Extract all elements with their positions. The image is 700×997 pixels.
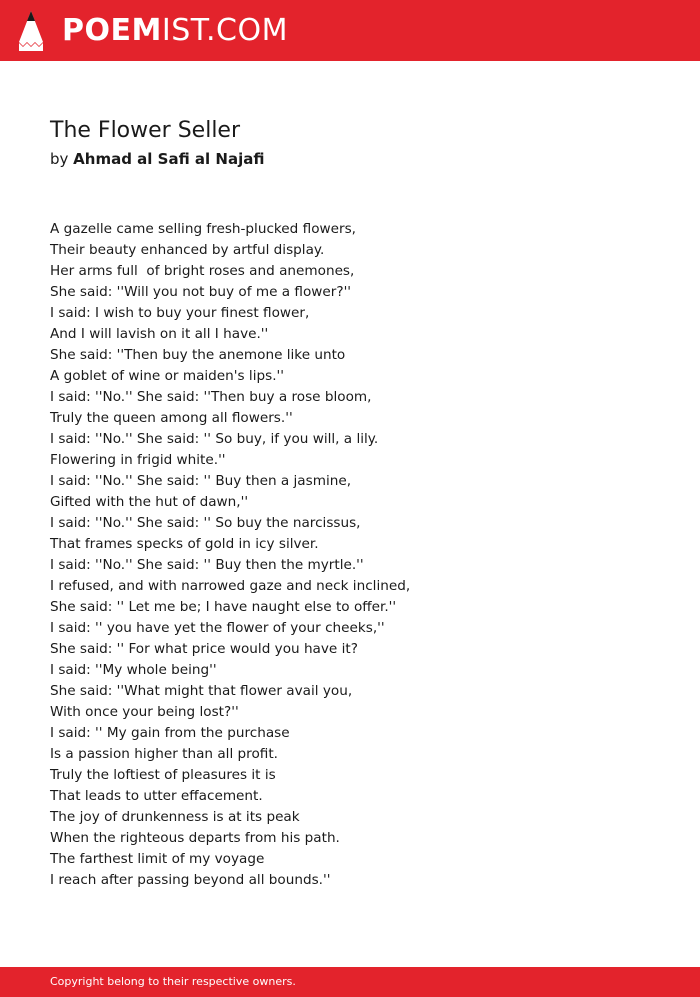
- poem-line: When the righteous departs from his path.: [50, 830, 340, 846]
- poem-byline: [50, 148, 264, 170]
- site-header: [0, 0, 700, 61]
- site-logo[interactable]: [62, 12, 288, 50]
- poem-line: Her arms full of bright roses and anemones,: [50, 263, 355, 279]
- poem-line: She said: ''Then buy the anemone like unto: [50, 347, 346, 363]
- logo-light-text: IST.COM: [161, 13, 288, 48]
- poem-line: Flowering in frigid white.'': [50, 452, 226, 468]
- poem-line: A gazelle came selling fresh-plucked flowers,: [50, 221, 356, 237]
- copyright-notice: Copyright belong to their respective owners.: [50, 975, 296, 988]
- poem-line: I said: ''No.'' She said: ''Then buy a rose bloom,: [50, 389, 372, 405]
- poem-line: That leads to utter effacement.: [50, 788, 263, 804]
- poem-line: A goblet of wine or maiden's lips.'': [50, 368, 284, 384]
- site-footer: [0, 967, 700, 997]
- poem-line: That frames specks of gold in icy silver.: [50, 536, 319, 552]
- poem-line: She said: '' Let me be; I have naught else to offer.'': [50, 599, 397, 615]
- poem-line: She said: ''What might that flower avail you,: [50, 683, 353, 699]
- poem-line: I said: ''No.'' She said: '' So buy the narcissus,: [50, 515, 361, 531]
- poem-line: Is a passion higher than all profit.: [50, 746, 278, 762]
- poem-line: I said: ''My whole being'': [50, 662, 217, 678]
- poem-line: Truly the queen among all flowers.'': [50, 410, 293, 426]
- poem-line: I said: ''No.'' She said: '' So buy, if you will, a lily.: [50, 431, 379, 447]
- by-label: by: [50, 150, 74, 168]
- poem-line: Their beauty enhanced by artful display.: [50, 242, 325, 258]
- poem-line: I said: ''No.'' She said: '' Buy then the myrtle.'': [50, 557, 364, 573]
- poem-line: I said: '' you have yet the flower of your cheeks,'': [50, 620, 385, 636]
- poem-line: I said: '' My gain from the purchase: [50, 725, 290, 741]
- poem-line: The farthest limit of my voyage: [50, 851, 265, 867]
- poem-line: Truly the loftiest of pleasures it is: [50, 767, 276, 783]
- poem-line: I refused, and with narrowed gaze and neck inclined,: [50, 578, 411, 594]
- poem-line: I reach after passing beyond all bounds.'': [50, 872, 331, 888]
- poem-line: She said: '' For what price would you have it?: [50, 641, 358, 657]
- poem-line: The joy of drunkenness is at its peak: [50, 809, 300, 825]
- poem-line: With once your being lost?'': [50, 704, 239, 720]
- poem-line: Gifted with the hut of dawn,'': [50, 494, 249, 510]
- poem-line: And I will lavish on it all I have.'': [50, 326, 269, 342]
- poem-title: The Flower Seller: [50, 118, 241, 143]
- poem-line: She said: ''Will you not buy of me a flower?'': [50, 284, 352, 300]
- poem-line: I said: ''No.'' She said: '' Buy then a jasmine,: [50, 473, 352, 489]
- poem-body: [50, 219, 650, 891]
- poem-author: Ahmad al Safi al Najafi: [73, 150, 265, 168]
- poem-line: I said: I wish to buy your finest flower,: [50, 305, 310, 321]
- logo-bold-text: POEM: [62, 13, 162, 48]
- pencil-tip-icon: [18, 10, 44, 52]
